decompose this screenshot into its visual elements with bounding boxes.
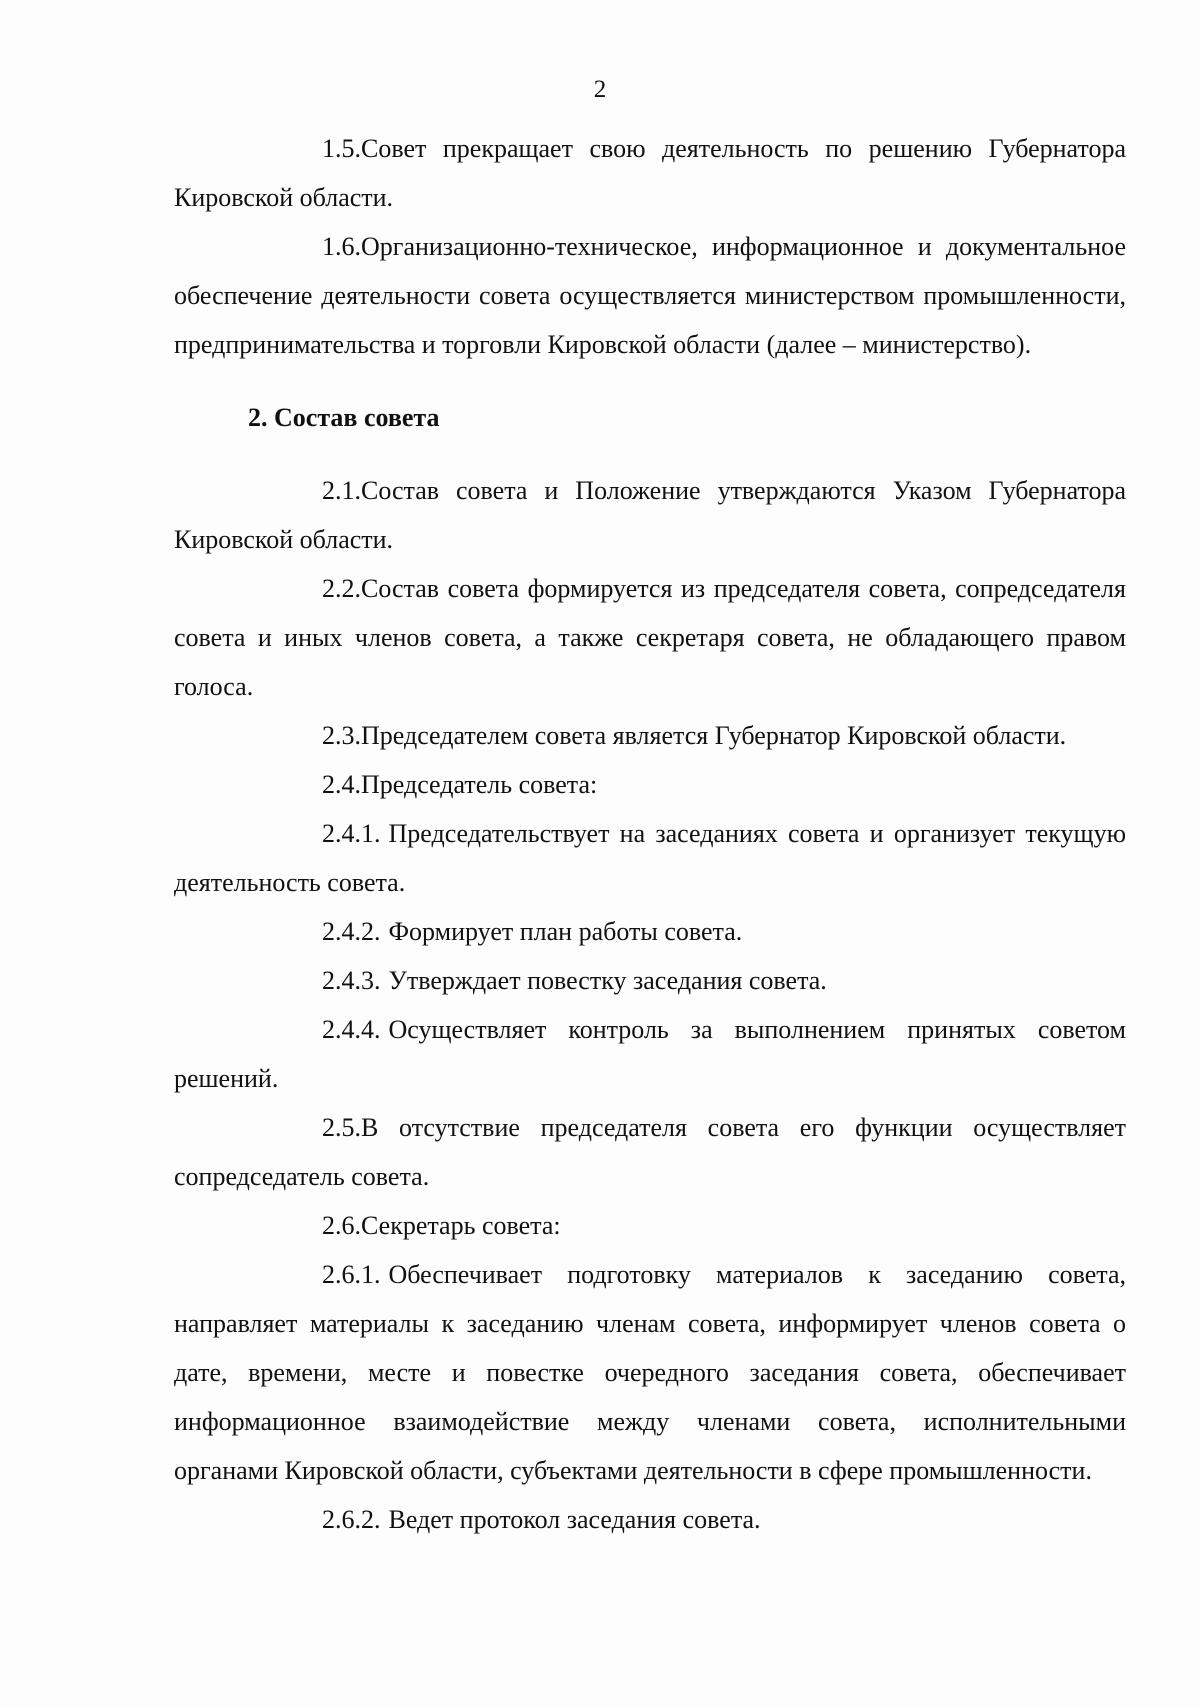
clause-number: 2.5. [322,1113,361,1142]
clause-text: Осуществляет контроль за выполнением принятых советом решений. [174,1015,1126,1093]
clause-text: Председателем совета является Губернатор Кировской области. [361,721,1067,750]
section-heading: 2. Состав совета [248,403,440,432]
clause-text: Состав совета формируется из председателя совета, сопредседателя совета и иных членов совета, а также секретаря совета, не обладающего правом голоса. [174,574,1126,701]
paragraph [174,1103,1126,1201]
clause-text: Состав совета и Положение утверждаются Указом Губернатора Кировской области. [174,476,1126,554]
paragraph [174,956,1126,1005]
document-body [174,124,1126,1544]
paragraph [174,1250,1126,1495]
section-2-body [174,466,1126,1544]
clause-number: 2.4.2. [322,917,381,946]
clause-text: Ведет протокол заседания совета. [388,1505,761,1534]
clause-number: 2.6.2. [322,1505,381,1534]
clause-number: 2.6.1. [322,1260,381,1289]
paragraph [174,1201,1126,1250]
clause-text: Формирует план работы совета. [388,917,743,946]
paragraph [174,907,1126,956]
clause-text: Председательствует на заседаниях совета и организует текущую деятельность совета. [174,819,1126,897]
page-number: 2 [593,76,607,103]
paragraph [174,1495,1126,1544]
paragraph [174,809,1126,907]
clause-text: Председатель совета: [361,770,598,799]
clause-number: 2.4.1. [322,819,381,848]
clause-text: Обеспечивает подготовку материалов к заседанию совета, направляет материалы к заседанию членам совета, информирует членов совета о дате, времени, месте и повестке очередного заседания совета, обеспечивает информационное взаимодействие между членами совета, исполнительными органами Кировской области, субъектами деятельности в сфере промышленности. [174,1260,1126,1485]
paragraph [174,222,1126,369]
section-1-continuation [174,124,1126,369]
paragraph [174,564,1126,711]
clause-text: Секретарь совета: [361,1211,561,1240]
clause-number: 2.6. [322,1211,361,1240]
paragraph [174,1005,1126,1103]
clause-number: 1.5. [322,134,361,163]
clause-number: 2.3. [322,721,361,750]
paragraph [174,466,1126,564]
clause-number: 2.4.4. [322,1015,381,1044]
paragraph [174,711,1126,760]
clause-text: Совет прекращает свою деятельность по решению Губернатора Кировской области. [174,134,1126,212]
clause-number: 2.4.3. [322,966,381,995]
clause-text: В отсутствие председателя совета его функции осуществляет сопредседатель совета. [174,1113,1126,1191]
paragraph [174,124,1126,222]
paragraph [174,760,1126,809]
clause-number: 2.2. [322,574,361,603]
clause-number: 2.1. [322,476,361,505]
clause-number: 1.6. [322,232,361,261]
clause-text: Утверждает повестку заседания совета. [388,966,827,995]
clause-number: 2.4. [322,770,361,799]
clause-text: Организационно-техническое, информационное и документальное обеспечение деятельности совета осуществляется министерством промышленности, предпринимательства и торговли Кировской области (далее – министерство). [174,232,1126,359]
